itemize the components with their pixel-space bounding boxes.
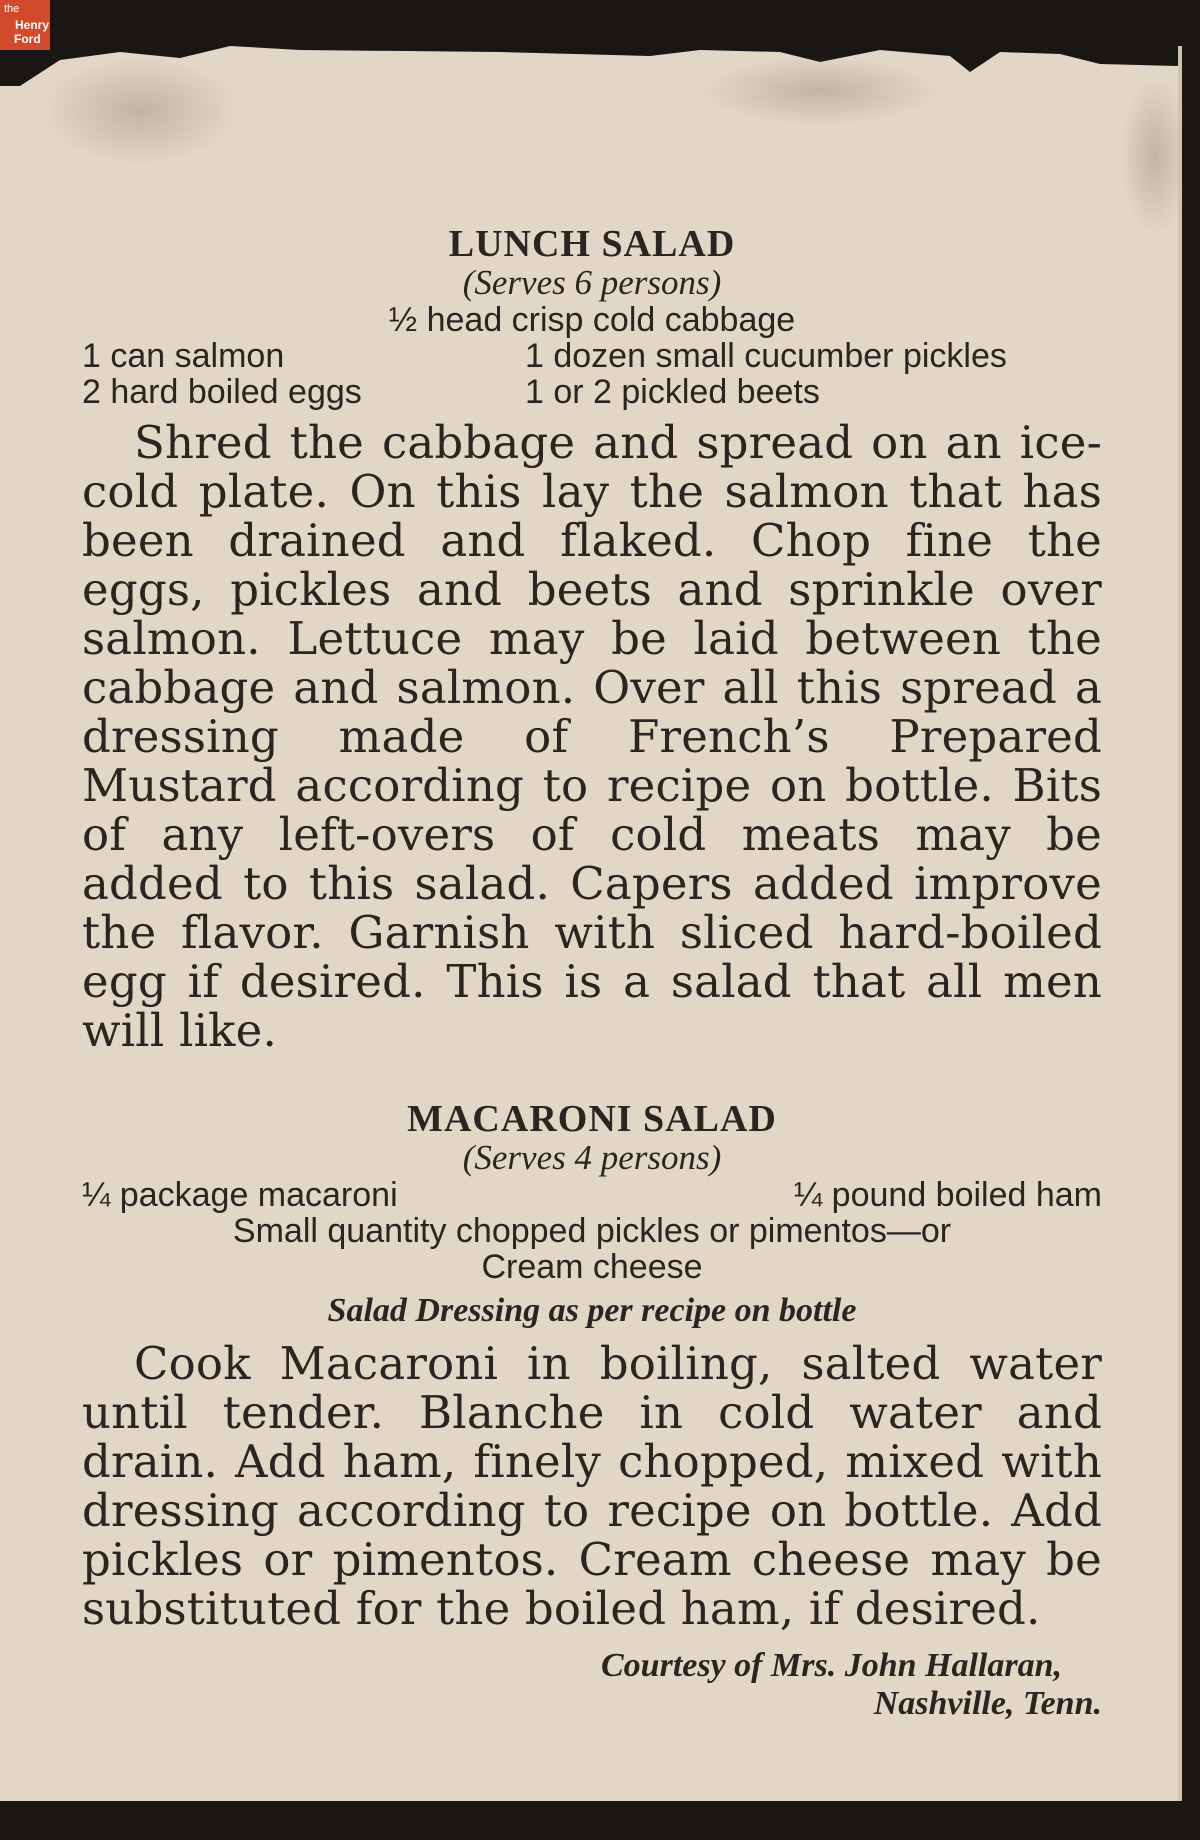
credit-name: Courtesy of Mrs. John Hallaran, <box>601 1647 1062 1684</box>
ingredient-item: ¼ pound boiled ham <box>793 1176 1102 1214</box>
logo-ford: Ford <box>14 32 41 46</box>
ingredient-item: Cream cheese <box>481 1248 703 1286</box>
ingredient-cabbage: ½ head crisp cold cabbage <box>388 301 796 339</box>
ingredient-item: Small quantity chopped pickles or pimentos—or <box>232 1212 952 1250</box>
dressing-note: Salad Dressing as per recipe on bottle <box>327 1292 857 1329</box>
stain-mark <box>1120 76 1182 236</box>
stain-mark <box>700 56 940 126</box>
macaroni-salad-title: MACARONI SALAD <box>407 1098 777 1140</box>
ingredient-item: 1 can salmon <box>82 337 285 375</box>
logo-the: the <box>4 3 20 15</box>
recipe-content <box>82 176 1102 1723</box>
ingredient-row <box>82 338 1102 374</box>
macaroni-salad-serves: (Serves 4 persons) <box>462 1138 722 1177</box>
ingredient-item: 1 or 2 pickled beets <box>525 373 820 411</box>
courtesy-credit <box>82 1647 1102 1723</box>
logo-henry: Henry <box>15 18 50 32</box>
macaroni-salad-directions: Cook Macaroni in boiling, salted water until tender. Blanche in cold water and drain. Add ham, finely chopped, mixed with dressing according to recipe on bottle. Add pickles or pimentos. Cream cheese may be substituted for the boiled ham, if desired. <box>82 1337 1102 1635</box>
ingredient-item: 1 dozen small cucumber pickles <box>525 337 1007 375</box>
ingredient-item: 2 hard boiled eggs <box>82 373 362 411</box>
ingredient-row <box>82 374 1102 410</box>
lunch-salad-serves: (Serves 6 persons) <box>462 263 722 302</box>
recipe-card <box>0 46 1182 1801</box>
ingredient-row <box>82 1177 1102 1213</box>
lunch-salad-directions: Shred the cabbage and spread on an ice-cold plate. On this lay the salmon that has been drained and flaked. Chop fine the eggs, pickles and beets and sprinkle over salmon. Lettuce may be laid between the cabbage and salmon. Over all this spread a dressing made of French’s Prepared Mustard according to recipe on bottle. Bits of any left-overs of cold meats may be added to this salad. Capers added improve the flavor. Garnish with sliced hard-boiled egg if desired. This is a salad that all men will like. <box>82 416 1102 1057</box>
ingredient-item: ¼ package macaroni <box>82 1176 398 1214</box>
stain-mark <box>40 56 240 166</box>
lunch-salad-title: LUNCH SALAD <box>448 223 736 265</box>
credit-location: Nashville, Tenn. <box>873 1685 1102 1722</box>
henry-ford-logo <box>0 0 50 50</box>
